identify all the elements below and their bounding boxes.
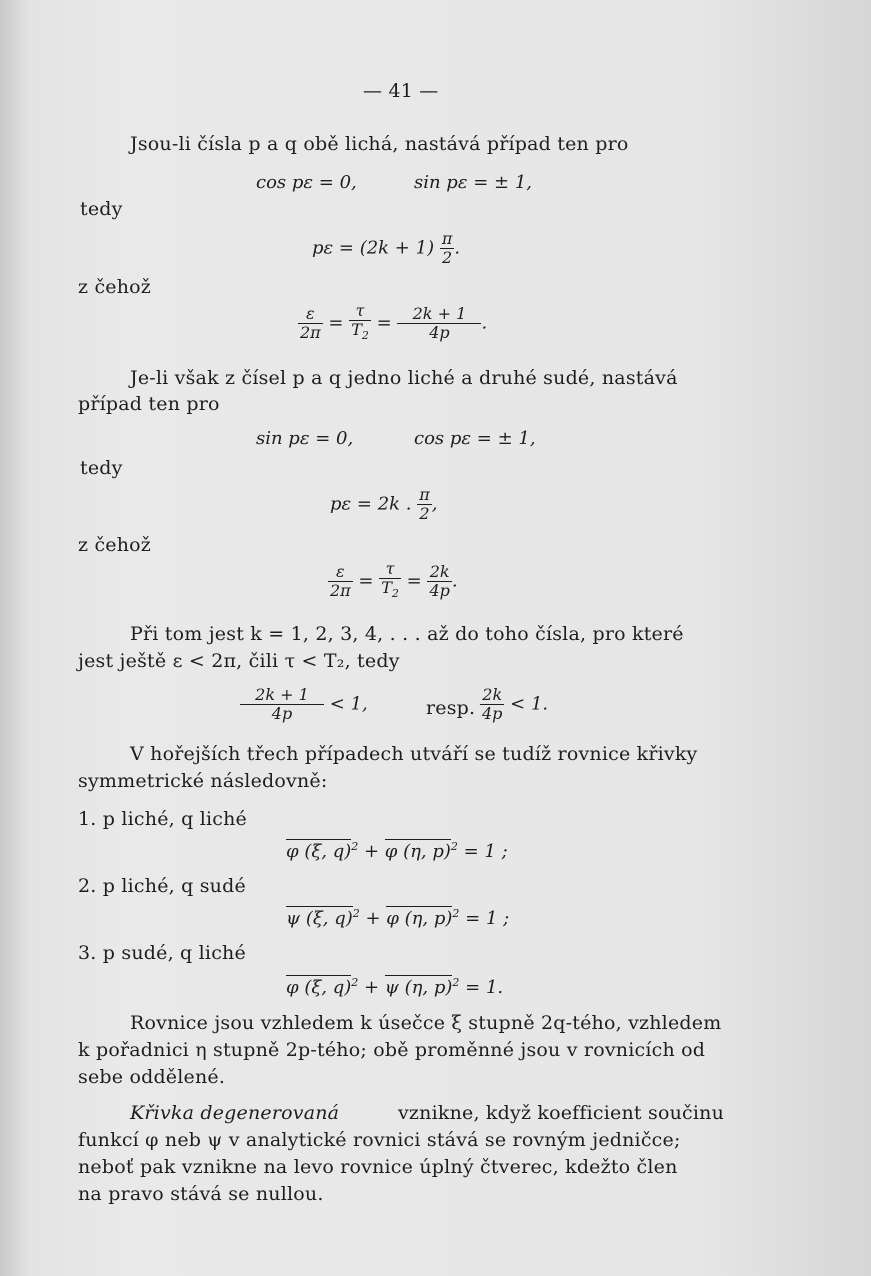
paragraph-3-line-2: jest ještě ε < 2π, čili τ < T₂, tedy — [78, 650, 400, 672]
paragraph-4-line-2: symmetrické následovně: — [78, 770, 328, 792]
equation-case-1: φ (ξ, q)$^2$ + φ (η, p)$^2$ = 1 ; — [286, 840, 508, 862]
equation-case-2: ψ (ξ, q)$^2$ + φ (η, p)$^2$ = 1 ; — [286, 907, 510, 929]
equation-p-eps-2: pε = 2k . $\frac{\pi}{2}$ , — [330, 485, 438, 523]
equation-cos-sin-1a: cos pε = 0, — [256, 172, 357, 193]
equation-sin-cos-2a: sin pε = 0, — [256, 428, 354, 449]
paragraph-3-line-1: Při tom jest k = 1, 2, 3, 4, . . . až do toho čísla, pro které — [130, 623, 684, 645]
equation-p-eps-1-text: pε = (2k + 1) — [312, 237, 435, 259]
term-degenerate-curve: Křivka degenerovaná — [130, 1102, 340, 1124]
paragraph-2-line-1: Je-li však z čísel p a q jedno liché a druhé sudé, nastává — [130, 367, 678, 389]
case-1-label: 1. p liché, q liché — [78, 808, 248, 830]
label-z-cehoz-1: z čehož — [78, 276, 152, 298]
paragraph-5-line-1: Rovnice jsou vzhledem k úsečce ξ stupně 2q-tého, vzhledem — [130, 1012, 722, 1034]
case-3-label: 3. p sudé, q liché — [78, 942, 246, 964]
equation-sin-cos-2b: cos pε = ± 1, — [414, 428, 536, 449]
paragraph-5-line-2: k pořadnici η stupně 2p-tého; obě proměnné jsou v rovnicích od — [78, 1039, 706, 1061]
equation-p-eps-2-text: pε = 2k . — [330, 493, 412, 515]
paragraph-1: Jsou-li čísla p a q obě lichá, nastává případ ten pro — [130, 133, 629, 155]
inequality-1: $\frac{2k + 1}{4p}$ < 1, — [240, 686, 368, 723]
label-resp: resp. — [426, 697, 476, 719]
label-tedy-1: tedy — [80, 198, 123, 220]
paragraph-6-line-4: na pravo stává se nullou. — [78, 1183, 324, 1205]
paragraph-6-line-2: funkcí φ neb ψ v analytické rovnici stává se rovným jedničce; — [78, 1129, 681, 1151]
paragraph-5-line-3: sebe oddělené. — [78, 1066, 226, 1088]
equation-p-eps-1: pε = (2k + 1) $\frac{\pi}{2}$ . — [312, 229, 461, 267]
paragraph-4-line-1: V hořejších třech případech utváří se tudíž rovnice křivky — [130, 743, 698, 765]
paragraph-2-line-2: případ ten pro — [78, 393, 220, 415]
equation-cos-sin-1b: sin pε = ± 1, — [414, 172, 532, 193]
equation-ratio-1: $\frac{\varepsilon}{2\pi}$ = $\frac{\tau}{T_2}$ = $\frac{2k + 1}{4p}$ . — [300, 301, 488, 343]
label-z-cehoz-2: z čehož — [78, 534, 152, 556]
paragraph-6-line-1: vznikne, když koefficient součinu — [398, 1102, 725, 1124]
label-tedy-2: tedy — [80, 457, 123, 479]
case-2-label: 2. p liché, q sudé — [78, 875, 246, 897]
inequality-2: $\frac{2k}{4p}$ < 1. — [482, 685, 549, 723]
paragraph-6-line-3: neboť pak vznikne na levo rovnice úplný čtverec, kdežto člen — [78, 1156, 678, 1178]
equation-ratio-2: $\frac{\varepsilon}{2\pi}$ = $\frac{\tau}{T_2}$ = $\frac{2k}{4p}$ . — [330, 559, 458, 601]
page-number: — 41 — — [363, 80, 439, 102]
fraction-pi-2: $\frac{\pi}{2}$ — [441, 229, 453, 267]
equation-case-3: φ (ξ, q)$^2$ + ψ (η, p)$^2$ = 1. — [286, 976, 504, 998]
